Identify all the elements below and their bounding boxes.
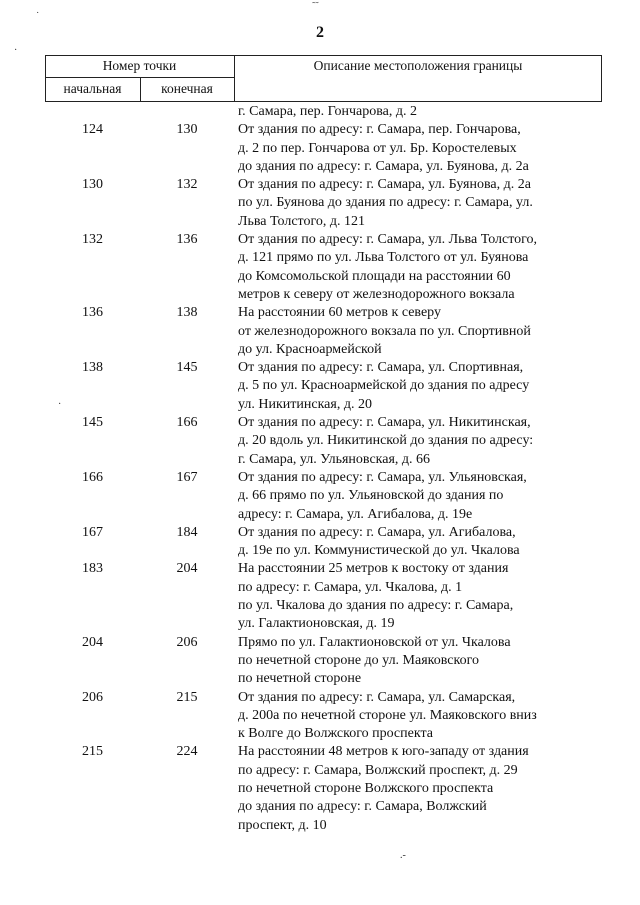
description-line: От здания по адресу: г. Самара, ул. Буянова, д. 2а — [238, 177, 531, 193]
end-point-cell: 136 — [176, 232, 198, 248]
page-number: 2 — [316, 24, 324, 41]
description-line: по ул. Буянова до здания по адресу: г. Самара, ул. — [238, 195, 533, 211]
start-point-cell: 183 — [82, 561, 103, 577]
description-line: От здания по адресу: г. Самара, ул. Агибалова, — [238, 524, 516, 540]
description-line: адресу: г. Самара, ул. Агибалова, д. 19е — [238, 506, 473, 522]
description-line: От здания по адресу: г. Самара, ул. Спортивная, — [238, 360, 524, 376]
start-point-cell: 167 — [82, 524, 103, 540]
end-point-cell: 145 — [176, 360, 198, 376]
description-line: по адресу: г. Самара, ул. Чкалова, д. 1 — [238, 579, 463, 595]
table-header — [45, 55, 602, 102]
table-row — [45, 304, 605, 359]
end-point-cell: 138 — [176, 305, 198, 321]
start-point-cell — [45, 103, 140, 121]
end-point-cell — [140, 103, 234, 121]
description-line: От здания по адресу: г. Самара, ул. Никитинская, — [238, 415, 531, 431]
description-line: д. 200а по нечетной стороне ул. Маяковского вниз — [238, 707, 537, 723]
description-cell — [234, 304, 605, 359]
table-row — [45, 231, 605, 304]
description-line: На расстоянии 48 метров к юго-западу от здания — [238, 744, 529, 760]
header-boundary-description: Описание местоположения границы — [313, 58, 523, 73]
end-point-cell: 206 — [176, 634, 198, 650]
end-point-cell: 215 — [176, 689, 198, 705]
table-row — [45, 176, 605, 231]
description-line: д. 121 прямо по ул. Льва Толстого от ул. Буянова — [238, 250, 529, 266]
table-row — [45, 743, 605, 834]
description-line: На расстоянии 25 метров к востоку от здания — [238, 561, 509, 577]
description-line: по ул. Чкалова до здания по адресу: г. Самара, — [238, 598, 514, 614]
description-cell — [234, 469, 605, 524]
start-point-cell: 166 — [82, 469, 103, 485]
description-line: От здания по адресу: г. Самара, ул. Самарская, — [238, 689, 516, 705]
description-cell — [234, 359, 605, 414]
description-line: От здания по адресу: г. Самара, пер. Гончарова, — [238, 122, 521, 138]
table-row — [45, 689, 605, 744]
description-cell — [234, 176, 605, 231]
header-end-point: конечная — [161, 81, 213, 96]
description-cell — [234, 560, 605, 633]
description-line: по нечетной стороне — [238, 671, 362, 687]
header-point-number: Номер точки — [102, 58, 177, 73]
boundary-table-body — [45, 103, 605, 835]
description-line: к Волге до Волжского проспекта — [238, 726, 433, 742]
start-point-cell: 204 — [82, 634, 103, 650]
description-cell — [234, 414, 605, 469]
scan-speck: ˙ — [36, 11, 40, 22]
end-point-cell: 166 — [176, 415, 198, 431]
description-line: д. 66 прямо по ул. Ульяновской до здания по — [238, 488, 504, 504]
scan-speck: .- — [400, 850, 406, 861]
start-point-cell: 215 — [82, 744, 103, 760]
end-point-cell: 204 — [176, 561, 198, 577]
description-cell — [234, 743, 605, 834]
description-line: Прямо по ул. Галактионовской от ул. Чкалова — [238, 634, 511, 650]
header-start-point: начальная — [63, 81, 122, 96]
table-row — [45, 121, 605, 176]
table-row — [45, 634, 605, 689]
start-point-cell: 136 — [82, 305, 103, 321]
table-row — [45, 414, 605, 469]
description-line: д. 5 по ул. Красноармейской до здания по адресу — [238, 378, 530, 394]
description-cell — [234, 121, 605, 176]
start-point-cell: 145 — [82, 415, 103, 431]
description-line: Льва Толстого, д. 121 — [238, 213, 365, 229]
table-row — [45, 524, 605, 561]
table-row — [45, 103, 605, 121]
description-line: д. 20 вдоль ул. Никитинской до здания по адресу: — [238, 433, 534, 449]
scan-speck: ˜˜ — [312, 1, 319, 12]
description-cell — [234, 689, 605, 744]
end-point-cell: 224 — [176, 744, 198, 760]
description-line: до здания по адресу: г. Самара, Волжский — [238, 799, 487, 815]
description-line: до Комсомольской площади на расстоянии 60 — [238, 268, 511, 284]
description-line: от железнодорожного вокзала по ул. Спортивной — [238, 323, 531, 339]
description-cell — [234, 634, 605, 689]
table-row — [45, 560, 605, 633]
start-point-cell: 132 — [82, 232, 103, 248]
table-row — [45, 359, 605, 414]
description-line: ул. Галактионовская, д. 19 — [238, 616, 395, 632]
description-cell — [234, 231, 605, 304]
end-point-cell: 132 — [176, 177, 198, 193]
description-line: метров к северу от железнодорожного вокзала — [238, 286, 515, 302]
start-point-cell: 138 — [82, 360, 103, 376]
description-line: до ул. Красноармейской — [238, 341, 382, 357]
description-line: На расстоянии 60 метров к северу — [238, 305, 441, 321]
description-line: От здания по адресу: г. Самара, ул. Льва Толстого, — [238, 232, 538, 248]
end-point-cell: 130 — [176, 122, 198, 138]
description-line: ул. Никитинская, д. 20 — [238, 396, 372, 412]
table-row — [45, 469, 605, 524]
end-point-cell: 167 — [176, 469, 198, 485]
description-line: г. Самара, ул. Ульяновская, д. 66 — [238, 451, 431, 467]
scan-speck: · — [58, 399, 62, 410]
description-line: по нечетной стороне Волжского проспекта — [238, 780, 494, 796]
description-line: От здания по адресу: г. Самара, ул. Ульяновская, — [238, 469, 527, 485]
description-line: по нечетной стороне до ул. Маяковского — [238, 652, 479, 668]
description-line: по адресу: г. Самара, Волжский проспект, д. 29 — [238, 762, 518, 778]
scan-speck: · — [14, 45, 18, 56]
start-point-cell: 206 — [82, 689, 103, 705]
end-point-cell: 184 — [176, 524, 198, 540]
description-line: г. Самара, пер. Гончарова, д. 2 — [238, 104, 417, 119]
start-point-cell: 124 — [82, 122, 103, 138]
description-line: д. 19е по ул. Коммунистической до ул. Чкалова — [238, 543, 520, 559]
description-line: до здания по адресу: г. Самара, ул. Буянова, д. 2а — [238, 158, 529, 174]
description-line: д. 2 по пер. Гончарова от ул. Бр. Коростелевых — [238, 140, 517, 156]
description-cell — [234, 524, 605, 561]
start-point-cell: 130 — [82, 177, 103, 193]
description-cell — [234, 103, 605, 121]
description-line: проспект, д. 10 — [238, 817, 327, 833]
